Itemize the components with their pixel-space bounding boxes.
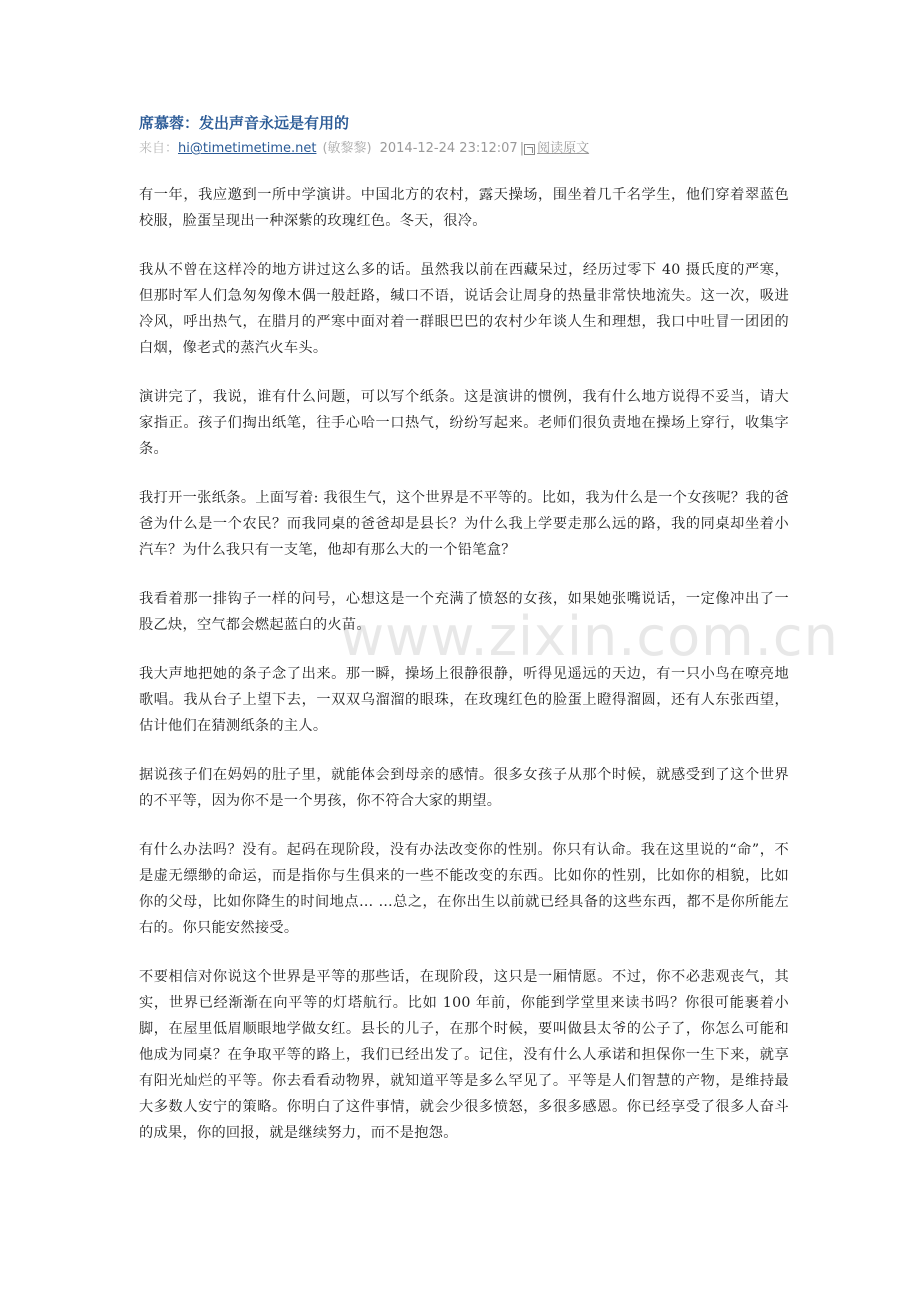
author-name: (敏黎黎) — [322, 141, 372, 156]
paragraph: 有什么办法吗？没有。起码在现阶段，没有办法改变你的性别。你只有认命。我在这里说的“命”，不是虚无缥缈的命运，而是指你与生俱来的一些不能改变的东西。比如你的性别，比如你的相貌，比如你的父母，比如你降生的时间地点… …总之，在你出生以前就已经具备的这些东西，都不是你所能左右的。你只能安然接受。 — [139, 842, 789, 936]
article — [139, 110, 789, 1169]
paragraph: 我看着那一排钩子一样的问号，心想这是一个充满了愤怒的女孩，如果她张嘴说话，一定像冲出了一股乙炔，空气都会燃起蓝白的火苗。 — [139, 591, 789, 633]
paragraph: 我从不曾在这样冷的地方讲过这么多的话。虽然我以前在西藏呆过，经历过零下 40 摄氏度的严寒，但那时军人们急匆匆像木偶一般赶路，缄口不语，说话会让周身的热量非常快地流失。这一次，吸进冷风，呼出热气，在腊月的严寒中面对着一群眼巴巴的农村少年谈人生和理想，我口中吐冒一团团的白烟，像老式的蒸汽火车头。 — [139, 262, 789, 356]
article-body — [139, 182, 789, 1146]
watermark: www.zixin.com.cn — [340, 605, 839, 668]
article-title: 席慕蓉：发出声音永远是有用的 — [139, 114, 350, 132]
paragraph: 我大声地把她的条子念了出来。那一瞬，操场上很静很静，听得见遥远的天边，有一只小鸟在嘹亮地歌唱。我从台子上望下去，一双双乌溜溜的眼珠，在玫瑰红色的脸蛋上瞪得溜圆，还有人东张西望，估计他们在猜测纸条的主人。 — [139, 666, 789, 734]
publish-datetime: 2014-12-24 23:12:07 — [379, 141, 518, 156]
paragraph: 演讲完了，我说，谁有什么问题，可以写个纸条。这是演讲的惯例，我有什么地方说得不妥当，请大家指正。孩子们掏出纸笔，往手心哈一口热气，纷纷写起来。老师们很负责地在操场上穿行，收集字条。 — [139, 389, 789, 457]
paragraph: 有一年，我应邀到一所中学演讲。中国北方的农村，露天操场，围坐着几千名学生，他们穿着翠蓝色校服，脸蛋呈现出一种深紫的玫瑰红色。冬天，很冷。 — [139, 187, 789, 229]
article-meta — [139, 136, 789, 162]
meta-separator: | — [519, 141, 525, 156]
read-original-label: 阅读原文 — [537, 141, 590, 156]
external-link-icon — [524, 144, 535, 155]
paragraph: 我打开一张纸条。上面写着: 我很生气，这个世界是不平等的。比如，我为什么是一个女孩呢？我的爸爸为什么是一个农民？而我同桌的爸爸却是县长？为什么我上学要走那么远的路，我的同桌却坐着小汽车？为什么我只有一支笔，他却有那么大的一个铅笔盒？ — [139, 490, 789, 558]
source-email-link[interactable]: hi@timetimetime.net — [178, 141, 317, 156]
source-label: 来自： — [139, 141, 179, 156]
read-original-link[interactable] — [524, 136, 589, 162]
paragraph: 不要相信对你说这个世界是平等的那些话，在现阶段，这只是一厢情愿。不过，你不必悲观丧气，其实，世界已经渐渐在向平等的灯塔航行。比如 100 年前，你能到学堂里来读书吗？你很可能裹着小脚，在屋里低眉顺眼地学做女红。县长的儿子，在那个时候，要叫做县太爷的公子了，你怎么可能和他成为同桌？在争取平等的路上，我们已经出发了。记住，没有什么人承诺和担保你一生下来，就享有阳光灿烂的平等。你去看看动物界，就知道平等是多么罕见了。平等是人们智慧的产物，是维持最大多数人安宁的策略。你明白了这件事情，就会少很多愤怒，多很多感恩。你已经享受了很多人奋斗的成果，你的回报，就是继续努力，而不是抱怨。 — [139, 969, 789, 1141]
paragraph: 据说孩子们在妈妈的肚子里，就能体会到母亲的感情。很多女孩子从那个时候，就感受到了这个世界的不平等，因为你不是一个男孩，你不符合大家的期望。 — [139, 767, 789, 809]
